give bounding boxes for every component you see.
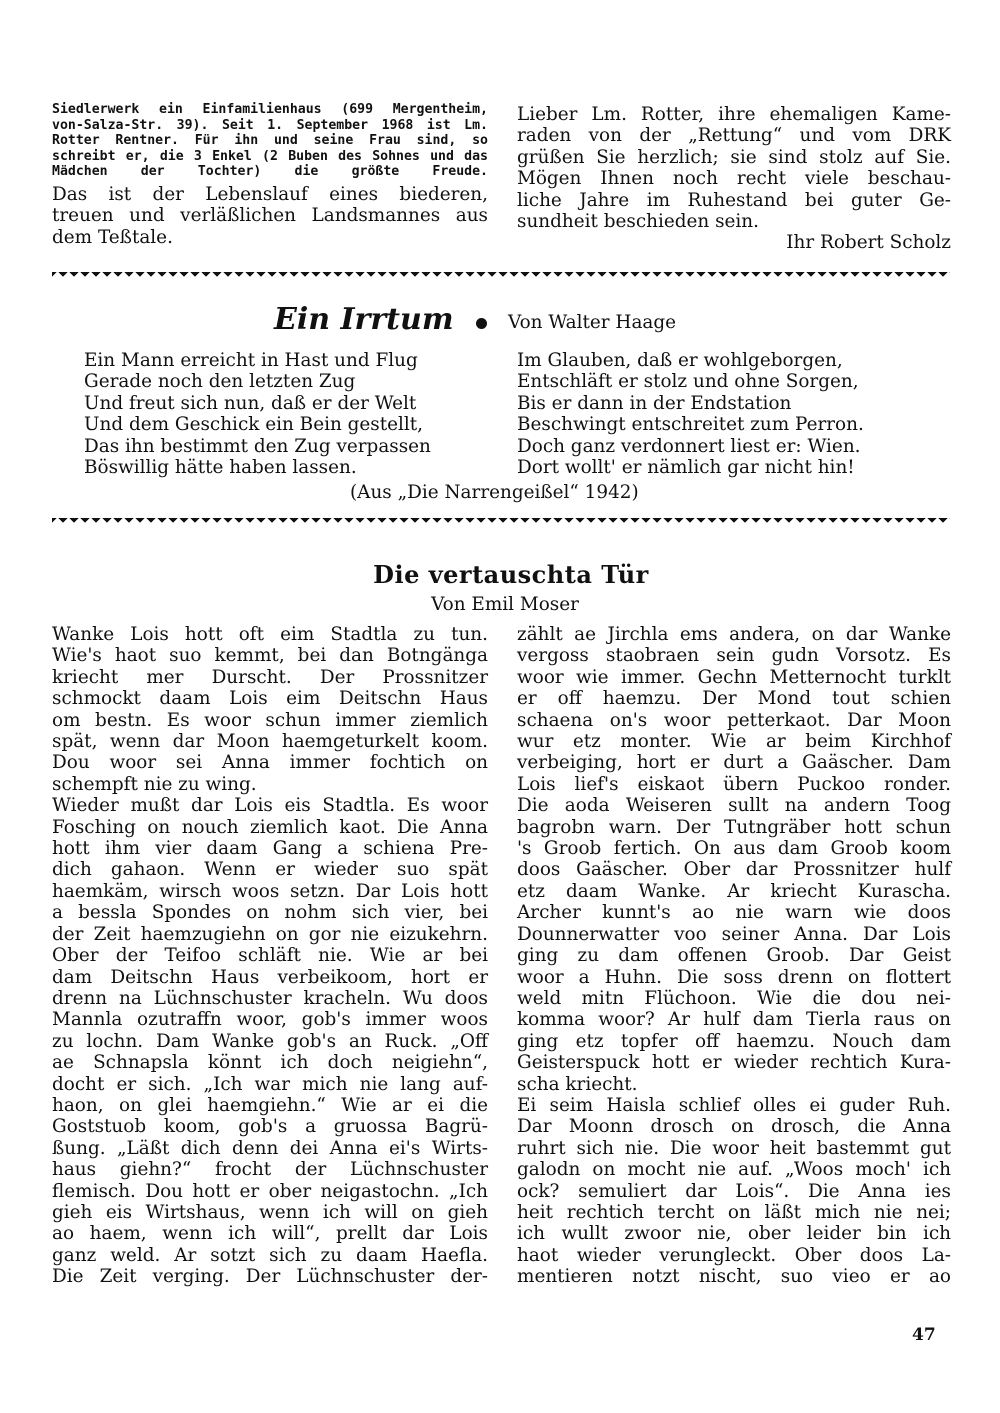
poem-line: Und freut sich nun, daß er der Welt: [84, 392, 417, 414]
text-line: haon, on glei haemgiehn.“ Wie ar ei die: [52, 1094, 488, 1116]
story-author: Von Emil Moser: [431, 594, 579, 615]
text-line: bagrobn warn. Der Tutngräber hott schun: [517, 816, 951, 838]
text-line: dem Teßtale.: [52, 226, 173, 248]
story-right-column: [517, 624, 951, 1288]
poem-line: Dort wollt' er nämlich gar nicht hin!: [517, 457, 855, 479]
poem-line: Im Glauben, daß er wohlgeborgen,: [517, 350, 843, 371]
text-line: Mögen Ihnen noch recht viele beschau-: [517, 168, 951, 190]
story-title: Die vertauschta Tür: [373, 560, 649, 589]
text-line: sundheit beschieden sein.: [517, 211, 759, 233]
text-line: Die Zeit verging. Der Lüchnschuster der-: [52, 1266, 488, 1288]
poem-line: Gerade noch den letzten Zug: [84, 371, 356, 393]
text-line: dam Deitschn Haus verbeikoom, hort er: [52, 966, 488, 988]
poem-line: Und dem Geschick ein Bein gestellt,: [84, 414, 424, 436]
text-line: ich wullt zwoor nie, ober leider bin ich: [517, 1223, 951, 1245]
text-line: ae Schnapsla könnt ich doch neigiehn“,: [52, 1052, 488, 1074]
text-line: zählt ae Jirchla ems andera, on dar Wanke: [517, 624, 951, 645]
text-line: komma woor? Ar hulf dam Tierla raus on: [517, 1009, 951, 1031]
text-line: Fosching on nouch ziemlich kaot. Die Anna: [52, 816, 488, 838]
text-line: weld mitn Flüchoon. Wie die dou nei-: [517, 987, 951, 1009]
text-line: Mannla ozutraffn woor, gob's immer woos: [52, 1009, 488, 1031]
text-line: woor a Huhn. Die soss drenn on flottert: [517, 966, 951, 988]
text-line: hott ihm vier daam Gang a schiena Pre-: [52, 838, 488, 860]
poem-source: (Aus „Die Narrengeißel“ 1942): [350, 482, 639, 503]
text-line: flemisch. Dou hott er ober neigastochn. „Ich: [52, 1180, 488, 1202]
text-line: scha kriecht.: [517, 1073, 638, 1095]
text-line: Lieber Lm. Rotter, ihre ehemaligen Kame-: [517, 104, 951, 125]
poem-line: Das ihn bestimmt den Zug verpassen: [84, 435, 431, 457]
poem-line: Doch ganz verdonnert liest er: Wien.: [517, 435, 861, 457]
text-line: gieh eis Wirtshaus, wenn ich will on gieh: [52, 1201, 488, 1223]
poem-left-stanza: [84, 350, 494, 478]
poem-line: Bis er dann in der Endstation: [517, 392, 792, 414]
text-line: ging zu dam offenen Groob. Dar Geist: [517, 945, 951, 967]
text-line: Archer kunnt's ao nie warn wie doos: [517, 902, 951, 924]
poem-header: [52, 300, 950, 344]
text-line: spät, wenn dar Moon haemgeturkelt koom.: [52, 731, 488, 753]
text-line: grüßen Sie herzlich; sie sind stolz auf Sie.: [517, 146, 951, 168]
text-line: Lois lief's eiskaot übern Puckoo ronder.: [517, 773, 951, 795]
text-line: Dounnerwatter voo seiner Anna. Dar Lois: [517, 923, 951, 945]
small-line: schreibt er, die 3 Enkel (2 Buben des Sohnes und das: [52, 148, 488, 164]
top-left-small-text: [52, 102, 488, 180]
text-line: schmockt daam Lois eim Deitschn Haus: [52, 688, 488, 710]
small-line: Mädchen der Tochter) die größte Freude.: [52, 164, 488, 180]
text-line: docht er sich. „Ich war mich nie lang auf-: [52, 1073, 488, 1095]
small-line: Rotter Rentner. Für ihn und seine Frau sind, so: [52, 133, 488, 149]
text-line: Ei seim Haisla schlief olles ei guder Ruh.: [517, 1094, 951, 1116]
text-line: woor wie immer. Gechn Metternocht turklt: [517, 666, 951, 688]
text-line: der Zeit haemzugiehn on gor nie eizukehrn.: [52, 923, 488, 945]
poem-line: Entschläft er stolz und ohne Sorgen,: [517, 371, 859, 393]
divider-rule: [52, 272, 950, 280]
text-line: doos Gaäscher. Ober dar Prossnitzer hulf: [517, 859, 951, 881]
text-line: raden von der „Rettung“ und vom DRK: [517, 125, 951, 147]
text-line: Wieder mußt dar Lois eis Stadtla. Es woor: [52, 795, 488, 817]
text-line: ao haem, wenn ich will“, prellt dar Lois: [52, 1223, 488, 1245]
text-line: om bestn. Es woor schun immer ziemlich: [52, 709, 488, 731]
text-line: drenn na Lüchnschuster kracheln. Wu doos: [52, 987, 488, 1009]
text-line: Wie's haot suo kemmt, bei dan Botngänga: [52, 645, 488, 667]
poem-line: Ein Mann erreicht in Hast und Flug: [84, 350, 418, 371]
text-line: a bessla Spondes on nohm sich vier, bei: [52, 902, 488, 924]
poem-title: Ein Irrtum: [274, 302, 454, 337]
text-line: vergoss staobraen sein gudn Vorsotz. Es: [517, 645, 951, 667]
text-line: ging etz topfer off haemzu. Nouch dam: [517, 1030, 951, 1052]
text-line: kriecht mer Durscht. Der Prossnitzer: [52, 666, 488, 688]
text-line: schempft nie zu wing.: [52, 773, 257, 795]
text-line: Geisterspuck hott er wieder rechtich Kura-: [517, 1052, 951, 1074]
text-line: etz daam Wanke. Ar kriecht Kurascha.: [517, 880, 951, 902]
text-line: Dar Moonn drosch on drosch, die Anna: [517, 1116, 951, 1138]
bullet-icon: [476, 318, 487, 329]
text-line: Dou woor sei Anna immer fochtich on: [52, 752, 488, 774]
text-line: haemkäm, wirsch woos setzn. Dar Lois hott: [52, 880, 488, 902]
text-line: heit rechtich tercht on läßt mich nie nei;: [517, 1201, 951, 1223]
text-line: Ober der Teifoo schläft nie. Wie ar bei: [52, 945, 488, 967]
text-line: schaena on's woor petterkaot. Dar Moon: [517, 709, 951, 731]
text-line: treuen und verläßlichen Landsmannes aus: [52, 205, 488, 227]
text-line: ock? semuliert dar Lois“. Die Anna ies: [517, 1180, 951, 1202]
small-line: Siedlerwerk ein Einfamilienhaus (699 Mergentheim,: [52, 102, 488, 117]
page-number: 47: [912, 1325, 936, 1345]
text-line: Wanke Lois hott oft eim Stadtla zu tun.: [52, 624, 488, 645]
signature: Ihr Robert Scholz: [786, 232, 951, 254]
top-left-closing: [52, 184, 488, 248]
text-line: haot wieder verungleckt. Ober doos La-: [517, 1244, 951, 1266]
divider-rule: [52, 518, 950, 526]
text-line: liche Jahre im Ruhestand bei guter Ge-: [517, 189, 951, 211]
poem-line: Böswillig hätte haben lassen.: [84, 457, 357, 479]
text-line: 's Groob fertich. On aus dam Groob koom: [517, 838, 951, 860]
text-line: haus giehn?“ frocht der Lüchnschuster: [52, 1159, 488, 1181]
text-line: galodn on mocht nie auf. „Woos moch' ich: [517, 1159, 951, 1181]
text-line: zu lochn. Dam Wanke gob's an Ruck. „Off: [52, 1030, 488, 1052]
small-line: von-Salza-Str. 39). Seit 1. September 1968 ist Lm.: [52, 117, 488, 133]
text-line: ßung. „Läßt dich denn dei Anna ei's Wirts-: [52, 1137, 488, 1159]
text-line: mentieren notzt nischt, suo vieo er ao: [517, 1266, 951, 1288]
text-line: dich gahaon. Wenn er wieder suo spät: [52, 859, 488, 881]
text-line: ruhrt sich nie. Die woor heit bastemmt gut: [517, 1137, 951, 1159]
text-line: Das ist der Lebenslauf eines biederen,: [52, 184, 488, 205]
text-line: Die aoda Weiseren sullt na andern Toog: [517, 795, 951, 817]
poem-line: Beschwingt entschreitet zum Perron.: [517, 414, 864, 436]
text-line: wur etz monter. Wie ar beim Kirchhof: [517, 731, 951, 753]
top-right-letter: [517, 104, 951, 254]
text-line: verbeiging, hort er durt a Gaäscher. Dam: [517, 752, 951, 774]
poem-author: Von Walter Haage: [508, 312, 677, 333]
text-line: Goststuob koom, gob's a gruossa Bagrü-: [52, 1116, 488, 1138]
text-line: er off haemzu. Der Mond tout schien: [517, 688, 951, 710]
text-line: ganz weld. Ar sotzt sich zu daam Haefla.: [52, 1244, 488, 1266]
poem-right-stanza: [517, 350, 947, 478]
story-left-column: [52, 624, 488, 1288]
